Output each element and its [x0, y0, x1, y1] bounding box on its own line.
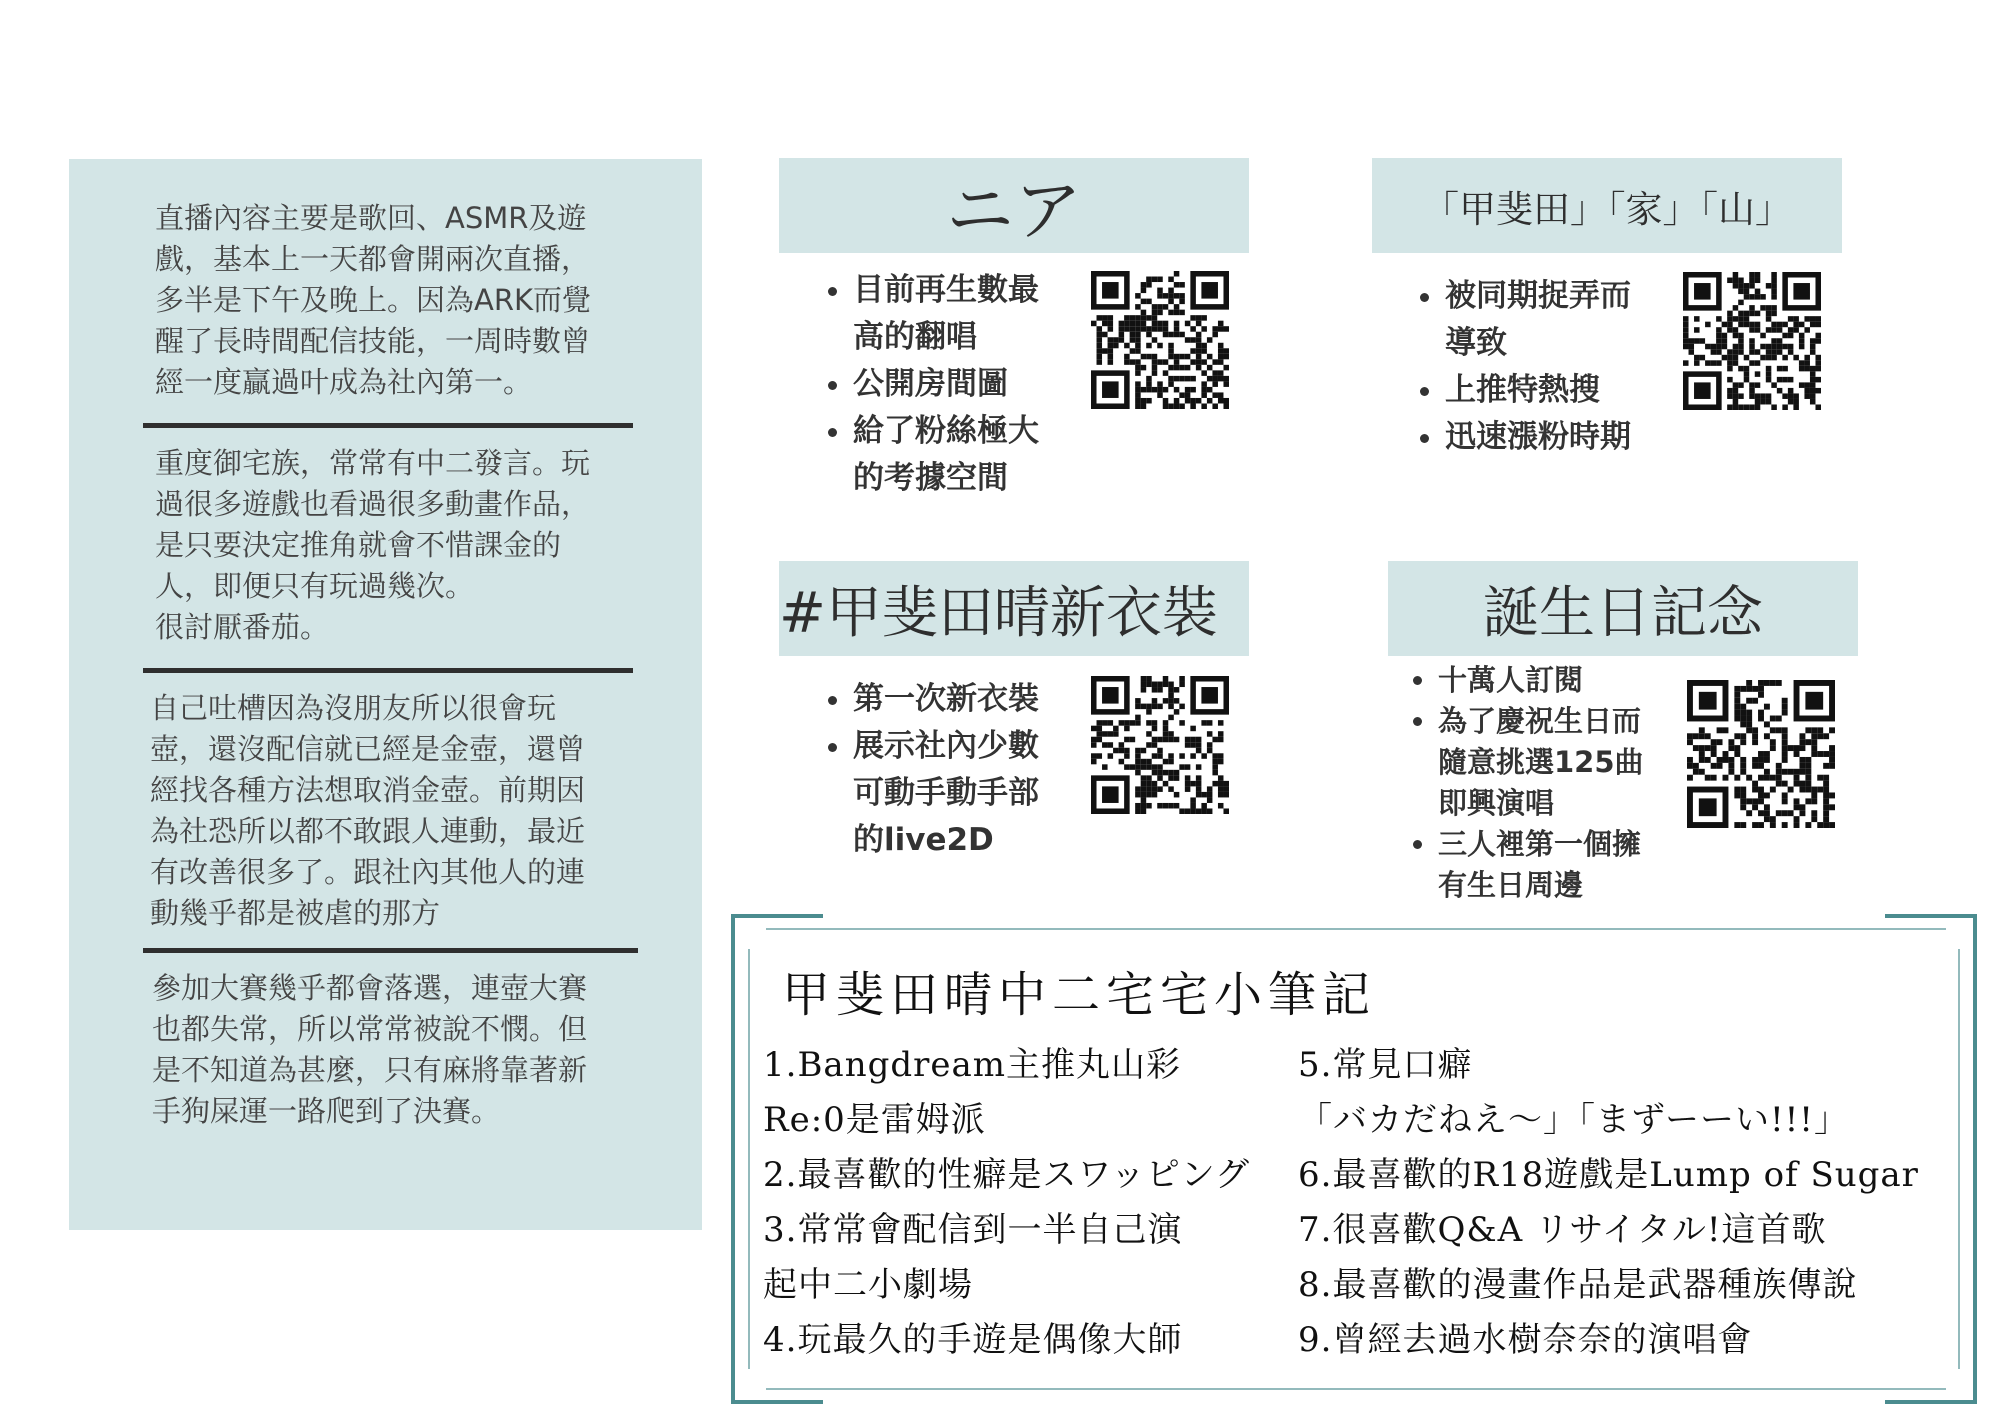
section-header-birthday: 誕生日記念 — [1388, 561, 1858, 656]
section-header-kaida: 「甲斐田」「家」「山」 — [1372, 158, 1842, 253]
text-line: 動幾乎都是被虐的那方 — [150, 896, 441, 930]
note-item: 4.玩最久的手遊是偶像大師 — [763, 1320, 1183, 1360]
profile-paragraph-otaku — [155, 443, 590, 648]
section-divider — [143, 423, 633, 428]
birthday-bullet-list — [1380, 660, 1738, 906]
list-item: • 展示社內少數 可動手動手部 的live2D — [853, 723, 1153, 864]
text-line: 手狗屎運一路爬到了決賽。 — [152, 1094, 501, 1128]
text-line: 直播內容主要是歌回、ASMR及遊 — [155, 201, 587, 235]
text-line: 重度御宅族，常常有中二發言。玩 — [155, 446, 591, 480]
section-divider — [143, 948, 638, 953]
qr-code-kaida[interactable] — [1683, 272, 1821, 410]
note-item: 6.最喜歡的R18遊戲是Lump of Sugar — [1298, 1155, 1919, 1195]
note-item: 5.常見口癖 — [1298, 1045, 1473, 1085]
text-line: 過很多遊戲也看過很多動畫作品， — [155, 487, 591, 521]
note-item: 9.曾經去過水樹奈奈的演唱會 — [1298, 1320, 1753, 1360]
profile-paragraph-streaming — [155, 198, 591, 403]
profile-paragraph-pot — [150, 688, 585, 934]
notes-title: 甲斐田晴中二宅宅小筆記 — [782, 967, 1377, 1023]
text-line: 人，即便只有玩過幾次。 — [155, 569, 475, 603]
text-line: 為社恐所以都不敢跟人連動，最近 — [150, 814, 586, 848]
text-line: 多半是下午及晚上。因為ARK而覺 — [155, 283, 592, 317]
text-line: 自己吐槽因為沒朋友所以很會玩 — [150, 691, 557, 725]
text-line: 經找各種方法想取消金壺。前期因 — [150, 773, 586, 807]
qr-code-nia[interactable] — [1091, 271, 1229, 409]
qr-code-outfit[interactable] — [1091, 676, 1229, 814]
note-item: 2.最喜歡的性癖是スワッピング — [763, 1155, 1251, 1195]
text-line: 醒了長時間配信技能，一周時數曾 — [155, 324, 591, 358]
text-line: 參加大賽幾乎都會落選，連壺大賽 — [152, 971, 588, 1005]
note-item: 1.Bangdream主推丸山彩 — [763, 1045, 1182, 1085]
text-line: 很討厭番茄。 — [155, 610, 330, 644]
text-line: 有改善很多了。跟社內其他人的連 — [150, 855, 586, 889]
section-header-outfit: #甲斐田晴新衣裝 — [779, 561, 1249, 656]
note-item: 起中二小劇場 — [763, 1265, 973, 1305]
note-item: 3.常常會配信到一半自己演 — [763, 1210, 1183, 1250]
list-item: • 公開房間圖 — [853, 361, 1153, 408]
section-header-nia: ニア — [779, 158, 1249, 253]
text-line: 戲，基本上一天都會開兩次直播， — [155, 242, 591, 276]
note-item: Re:0是雷姆派 — [763, 1100, 986, 1140]
text-line: 是不知道為甚麼，只有麻將靠著新 — [152, 1053, 588, 1087]
list-item: • 第一次新衣裝 — [853, 676, 1153, 723]
text-line: 也都失常，所以常常被說不憫。但 — [152, 1012, 588, 1046]
note-item: 「バカだねえ～」「まずーーい!!!」 — [1298, 1100, 1849, 1140]
list-item: • 目前再生數最 高的翻唱 — [853, 267, 1153, 361]
note-item: 7.很喜歡Q&A リサイタル!這首歌 — [1298, 1210, 1827, 1250]
text-line: 是只要決定推角就會不惜課金的 — [155, 528, 562, 562]
list-item: • 上推特熱搜 — [1445, 367, 1745, 414]
list-item: • 為了慶祝生日而 隨意挑選125曲 即興演唱 — [1438, 701, 1738, 824]
note-item: 8.最喜歡的漫畫作品是武器種族傳說 — [1298, 1265, 1858, 1305]
text-line: 壺，還沒配信就已經是金壺，還曾 — [150, 732, 586, 766]
profile-paragraph-tournament — [152, 968, 587, 1132]
list-item: • 十萬人訂閱 — [1438, 660, 1738, 701]
text-line: 經一度贏過叶成為社內第一。 — [155, 365, 533, 399]
list-item: • 三人裡第一個擁 有生日周邊 — [1438, 824, 1738, 906]
list-item: • 迅速漲粉時期 — [1445, 414, 1745, 461]
section-divider — [143, 668, 633, 673]
list-item: • 被同期捉弄而 導致 — [1445, 273, 1745, 367]
list-item: • 給了粉絲極大 的考據空間 — [853, 408, 1153, 502]
qr-code-birthday[interactable] — [1687, 680, 1835, 828]
